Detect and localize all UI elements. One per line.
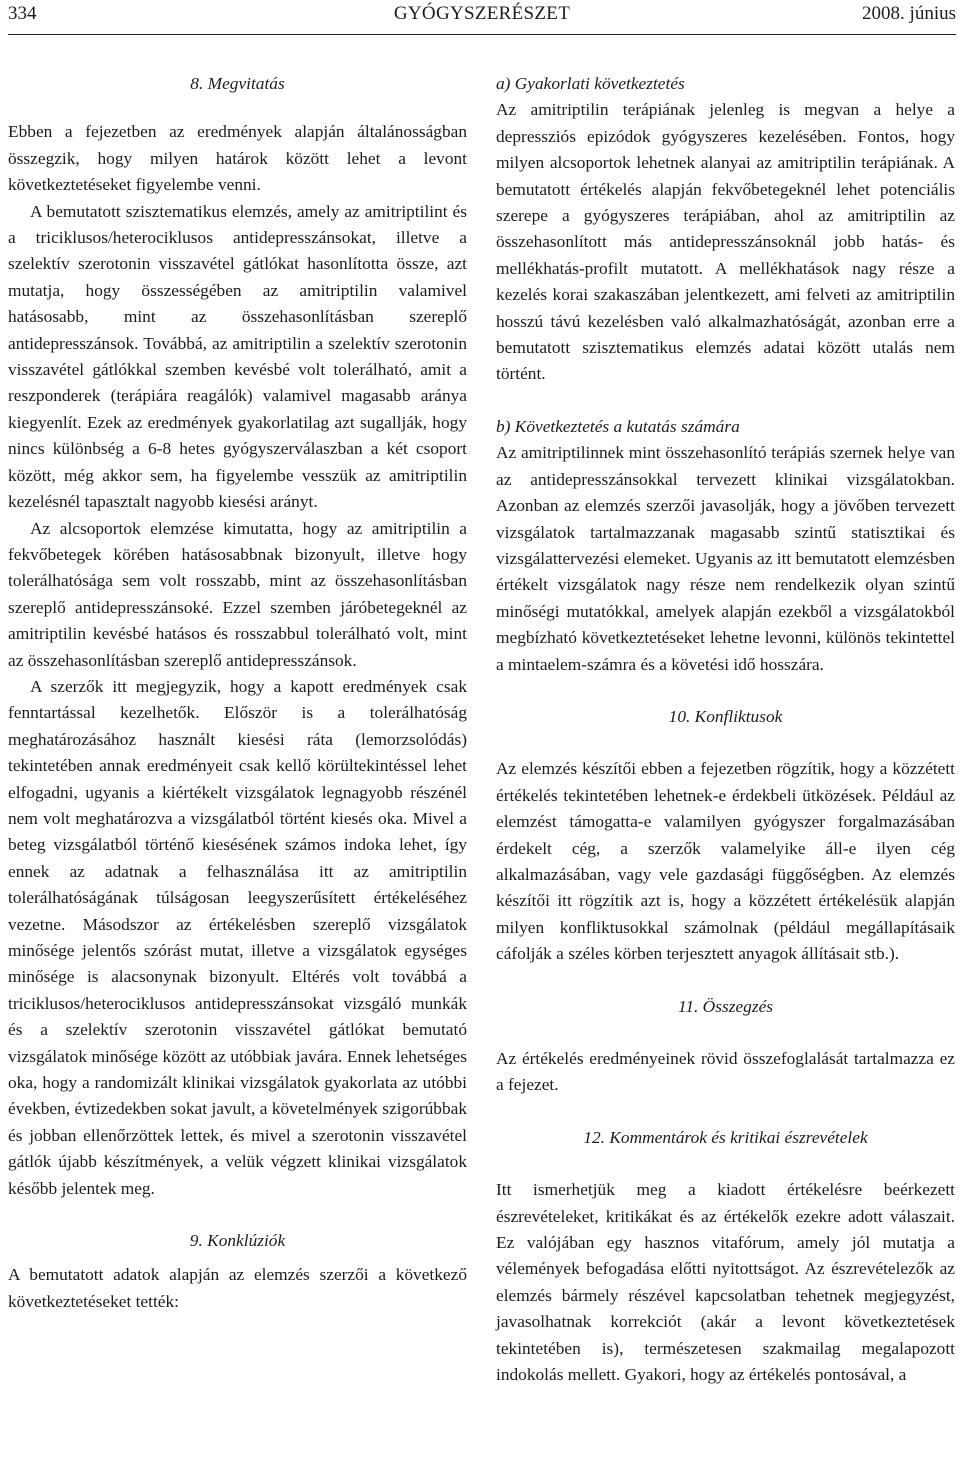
subsection-b-heading: b) Következtetés a kutatás számára: [496, 416, 740, 436]
page-number: 334: [8, 3, 37, 24]
subsection-a-heading: a) Gyakorlati következtetés: [496, 74, 685, 93]
section-10-paragraph: Az elemzés készítői ebben a fejezetben rögzítik, hogy a közzétett értékelés tekintetében lehetnek-e érdekbeli ütközések. Például az elemzést támogatta-e valamilyen gyógyszer forgalmazásában érdekelt cég, a szerzők valamelyike áll-e ilyen cég alkalmazásában, vagy vele gazdasági függőségben. Az elemzés készítői itt rögzítik azt is, hogy a közzétett értékelésük alapján milyen konfliktusokkal számolnak (például megállapításaik cáfolják a széles körben terjesztett anyagok állításait stb.).: [496, 759, 955, 964]
journal-title: GYÓGYSZERÉSZET: [393, 3, 571, 24]
left-column: [8, 71, 467, 1315]
section-8-paragraph-1: Ebben a fejezetben az eredmények alapján általánosságban összegzik, hogy milyen határok között lehet a levont következtetéseket figyelembe venni.: [8, 122, 467, 195]
section-11-paragraph: Az értékelés eredményeinek rövid összefoglalását tartalmazza ez a fejezet.: [496, 1049, 955, 1095]
section-10-heading: 10. Konfliktusok: [668, 706, 783, 726]
section-8-paragraph-2: A bemutatott szisztematikus elemzés, amely az amitriptilint és a triciklusos/heterociklusos antidepresszánsokat, illetve a szelektív szerotonin visszavétel gátlókat hasonlította össze, azt mutatja, hogy összességében az amitriptilin valamivel hatásosabb, mint az összehasonlításban szereplő antidepresszánsok. Továbbá, az amitriptilin a szelektív szerotonin visszavétel gátlókkal szemben kevésbé volt tolerálható, amit a reszponderek (terápiára reagálók) valamivel magasabb aránya kiegyenlít. Ezek az eredmények gyakorlatilag azt sugallják, hogy nincs különbség a 6-8 hetes gyógyszerválaszban a két csoport között, még akkor sem, ha figyelembe vesszük az amitriptilin kezelésnél tapasztalt nagyobb kiesési arányt.: [8, 201, 467, 512]
section-8-paragraph-3: Az alcsoportok elemzése kimutatta, hogy az amitriptilin a fekvőbetegek körében hatásosabbnak bizonyult, illetve hogy tolerálhatósága sem volt rosszabb, mint az összehasonlításban szereplő antidepresszánsoké. Ezzel szemben járóbetegeknél az amitriptilin kevésbé hatásos és rosszabbul tolerálható volt, mint az összehasonlításban szereplő antidepresszánsok.: [8, 518, 467, 670]
section-9-paragraph-1: A bemutatott adatok alapján az elemzés szerzői a következő következtetéseket tették:: [8, 1265, 467, 1311]
running-header: [8, 0, 956, 35]
section-11-heading: 11. Összegzés: [677, 996, 774, 1016]
subsection-b-paragraph: Az amitriptilinnek mint összehasonlító terápiás szernek helye van az antidepresszánsokkal tervezett klinikai vizsgálatokban. Azonban az elemzés szerzői javasolják, hogy a jövőben tervezett vizsgálatok tartalmazzanak magasabb szintű statisztikai és vizsgálattervezési elemeket. Ugyanis az itt bemutatott elemzésben értékelt vizsgálatok nagy része nem rendelkezik olyan szintű minőségi mutatókkal, amelyek alapján ezekből a vizsgálatokból megbízható következtetéseket lehetne levonni, különös tekintettel a mintaelem-számra és a követési idő hosszára.: [496, 443, 955, 674]
section-8-paragraph-4: A szerzők itt megjegyzik, hogy a kapott eredmények csak fenntartással kezelhetők. Először is a tolerálhatóság meghatározásához használt kiesési ráta (lemorzsolódás) tekintetében annak eredményeit csak kellő körültekintéssel lehet elfogadni, ugyanis a kiértékelt vizsgálatok legnagyobb részénél nem volt meghatározva a vizsgálatból történt kiesés oka. Mivel a beteg vizsgálatból történő kiesésének számos indoka lehet, így ennek az adatnak a felhasználása itt az amitriptilin tolerálhatóságának túlságosan leegyszerűsített értékeléséhez vezetne. Másodszor az értékelésben szereplő vizsgálatok minősége jelentős szórást mutat, illetve a vizsgálatok egységes minősége is alacsonynak bizonyult. Eltérés volt továbbá a triciklusos/heterociklusos antidepresszánsokat vizsgáló munkák és a szelektív szerotonin visszavétel gátlókat bemutató vizsgálatok minősége között az utóbbiak javára. Ennek lehetséges oka, hogy a randomizált klinikai vizsgálatok gyakorlata az utóbbi években, évtizedekben sokat javult, a követelmények szigorúbbak és jobban ellenőrzöttek lettek, és mivel a szerotonin visszavétel gátlók újabb készítmények, a velük végzett klinikai vizsgálatok később jelentek meg.: [8, 676, 467, 1198]
subsection-a-paragraph: Az amitriptilin terápiának jelenleg is megvan a helye a depressziós epizódok gyógyszeres kezelésében. Fontos, hogy milyen alcsoportok lehetnek alanyai az amitriptilin terápiának. A bemutatott értékelés alapján fekvőbetegeknél lehet potenciális szerepe a gyógyszeres terápiában, ahol az amitriptilin az összehasonlított más antidepresszánsoknál jobb hatás- és mellékhatás-profilt mutatott. A mellékhatások nagy része a kezelés korai szakaszában jelentkezett, ami felveti az amitriptilin hosszú távú kezelésben való alkalmazhatóságát, azonban erre a bemutatott szisztematikus elemzés adatai között utalás nem történt.: [496, 100, 955, 384]
section-12-heading: 12. Kommentárok és kritikai észrevételek: [583, 1127, 868, 1147]
right-column: [496, 71, 955, 1388]
section-12-paragraph: Itt ismerhetjük meg a kiadott értékelésre beérkezett észrevételeket, kritikákat és az értékelők ezekre adott válaszait. Ez valójában egy hasznos vitafórum, amely jól mutatja a vélemények befogadása előtti nyitottságot. Az észrevételezők az elemzés bármely részével kapcsolatban tehetnek megjegyzést, javasolhatnak korrekciót (akár a levont következtetések tekintetében is), természetesen szakmailag megalapozott indokolás mellett. Gyakori, hogy az értékelés pontosával, a: [496, 1180, 955, 1385]
section-9-heading: 9. Konklúziók: [189, 1231, 286, 1251]
section-8-heading: 8. Megvitatás: [190, 74, 285, 93]
issue-date: 2008. június: [862, 3, 956, 24]
